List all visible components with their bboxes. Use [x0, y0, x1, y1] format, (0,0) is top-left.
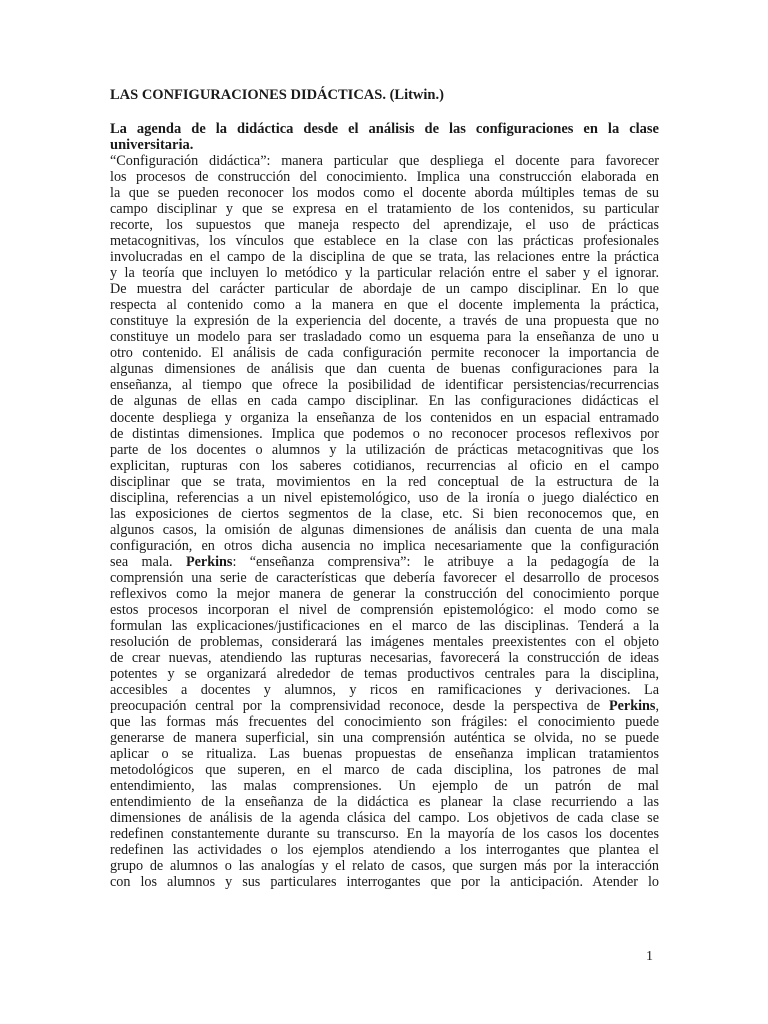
paragraph-line: con los alumnos y sus particulares interrogantes que por la anticipación. Atender lo [110, 874, 659, 891]
paragraph-line: grupo de alumnos o las analogías y el relato de casos, que surgen más por la interacción [110, 858, 659, 875]
paragraph-line: docente despliega y organiza la enseñanza de los contenidos en un espacial entramado [110, 409, 659, 426]
author-name-perkins: Perkins [185, 553, 233, 570]
paragraph-line: reflexivos como la mejor manera de generar la construcción del conocimiento porque [110, 585, 659, 602]
paragraph-line: constituye un modelo para ser trasladado como un esquema para la enseñanza de uno u [110, 329, 659, 346]
paragraph-line: los procesos de construcción del conocimiento. Implica una construcción elaborada en [110, 169, 659, 186]
subtitle-line: universitaria. [110, 137, 194, 153]
paragraph-line: que las formas más frecuentes del conocimiento son frágiles: el conocimiento puede [110, 714, 659, 731]
paragraph-line: y la teoría que incluyen lo metódico y la particular relación entre el saber y el ignorar. [110, 265, 659, 282]
author-name-perkins: Perkins [608, 698, 656, 715]
paragraph-line: involucradas en el campo de la disciplina de que se trata, las relaciones entre la práctica [110, 249, 659, 266]
line-tail: : “enseñanza comprensiva”: le atribuye a la pedagogía de la [232, 553, 660, 570]
paragraph-line: metodológicos que superen, en el marco de cada disciplina, los patrones de mal [110, 762, 659, 779]
paragraph-line: algunos casos, la omisión de algunas dimensiones de análisis dan cuenta de una mala [110, 521, 659, 538]
paragraph-line: entendimiento, las malas comprensiones. Un ejemplo de un patrón de mal [110, 778, 659, 795]
paragraph-line: resolución de problemas, considerará las imágenes mentales preexistentes con el objeto [110, 633, 659, 650]
paragraph-line-perkins-1 [110, 554, 659, 570]
line-lead: sea mala. [110, 553, 186, 570]
paragraph-line: disciplinar que se trata, movimientos en la red conceptual de la estructura de la [110, 473, 659, 490]
paragraph-line: comprensión una serie de características que debería favorecer el desarrollo de procesos [110, 569, 659, 586]
line-lead: preocupación central por la comprensividad reconoce, desde la perspectiva de [110, 698, 609, 715]
paragraph-line: respecta al contenido como a la manera en que el docente implementa la práctica, [110, 297, 659, 314]
paragraph-line: estos procesos incorporan el nivel de comprensión epistemológico: el modo como se [110, 601, 659, 618]
paragraph-line: las exposiciones de ciertos segmentos de la clase, etc. Si bien reconocemos que, en [110, 505, 659, 522]
paragraph-line: de crear nuevas, atendiendo las rupturas necesarias, favorecerá la construcción de ideas [110, 649, 659, 666]
paragraph-line: recorte, los supuestos que maneja respecto del aprendizaje, el uso de prácticas [110, 217, 659, 234]
paragraph-line: campo disciplinar y que se expresa en el tratamiento de los contenidos, su particular [110, 201, 659, 218]
document-subtitle [110, 121, 659, 153]
page-number: 1 [646, 949, 653, 964]
paragraph-line: constituye la expresión de la experiencia del docente, a través de una propuesta que no [110, 313, 659, 330]
paragraph-line: configuración, en otros dicha ausencia no implica necesariamente que la configuración [110, 537, 659, 554]
paragraph-line: metacognitivas, los vínculos que establece en la clase con las prácticas profesionales [110, 233, 659, 250]
title-author: (Litwin.) [389, 87, 444, 103]
paragraph-line: aplicar o se ritualiza. Las buenas propuestas de enseñanza implican tratamientos [110, 746, 659, 763]
paragraph-line: explicitan, rupturas con los saberes cotidianos, recurrencias al oficio en el campo [110, 457, 659, 474]
paragraph-line: accesibles a docentes y alumnos, y ricos en ramificaciones y derivaciones. La [110, 682, 659, 699]
paragraph-line: parte de los docentes o alumnos y la utilización de prácticas metacognitivas que los [110, 441, 659, 458]
paragraph-line: generarse de manera superficial, sin una comprensión auténtica se olvida, no se puede [110, 730, 659, 747]
paragraph-line: dimensiones de análisis de la agenda clásica del campo. Los objetivos de cada clase se [110, 810, 659, 827]
paragraph-line-perkins-2 [110, 698, 659, 714]
paragraph-line: la que se pueden reconocer los modos como el docente aborda múltiples temas de su [110, 185, 659, 202]
paragraph-line: potentes y se organizará alrededor de temas productivos centrales para la disciplina, [110, 666, 659, 682]
paragraph-line: De muestra del carácter particular de abordaje de un campo disciplinar. En lo que [110, 281, 659, 298]
body-paragraph [110, 153, 659, 890]
paragraph-line: formulan las explicaciones/justificaciones en el marco de las disciplinas. Tenderá a la [110, 617, 659, 634]
paragraph-line: algunas dimensiones de análisis que dan cuenta de buenas configuraciones para la [110, 361, 659, 378]
paragraph-line: de distintas dimensiones. Implica que podemos o no reconocer procesos reflexivos por [110, 425, 659, 442]
document-title [110, 86, 660, 104]
paragraph-line: de algunas de ellas en cada campo disciplinar. En las configuraciones didácticas el [110, 393, 659, 410]
paragraph-line: “Configuración didáctica”: manera particular que despliega el docente para favorecer [110, 153, 659, 169]
paragraph-line: disciplina, referencias a un nivel epistemológico, uso de la ironía o juego dialéctico en [110, 489, 659, 506]
paragraph-line: entendimiento de la enseñanza de la didáctica es planear la clase recurriendo a las [110, 794, 659, 811]
line-tail: , [655, 698, 659, 715]
paragraph-line: redefinen constantemente durante su transcurso. En la mayoría de los casos los docentes [110, 826, 659, 843]
subtitle-line: La agenda de la didáctica desde el análisis de las configuraciones en la clase [110, 121, 659, 137]
paragraph-line: enseñanza, al tiempo que ofrece la posibilidad de identificar persistencias/recurrencias [110, 377, 659, 394]
title-main: LAS CONFIGURACIONES DIDÁCTICAS. [110, 87, 386, 103]
paragraph-line: redefinen las actividades o los ejemplos atendiendo a los interrogantes que plantea el [110, 842, 659, 859]
paragraph-line: otro contenido. El análisis de cada configuración permite reconocer la importancia de [110, 345, 659, 362]
